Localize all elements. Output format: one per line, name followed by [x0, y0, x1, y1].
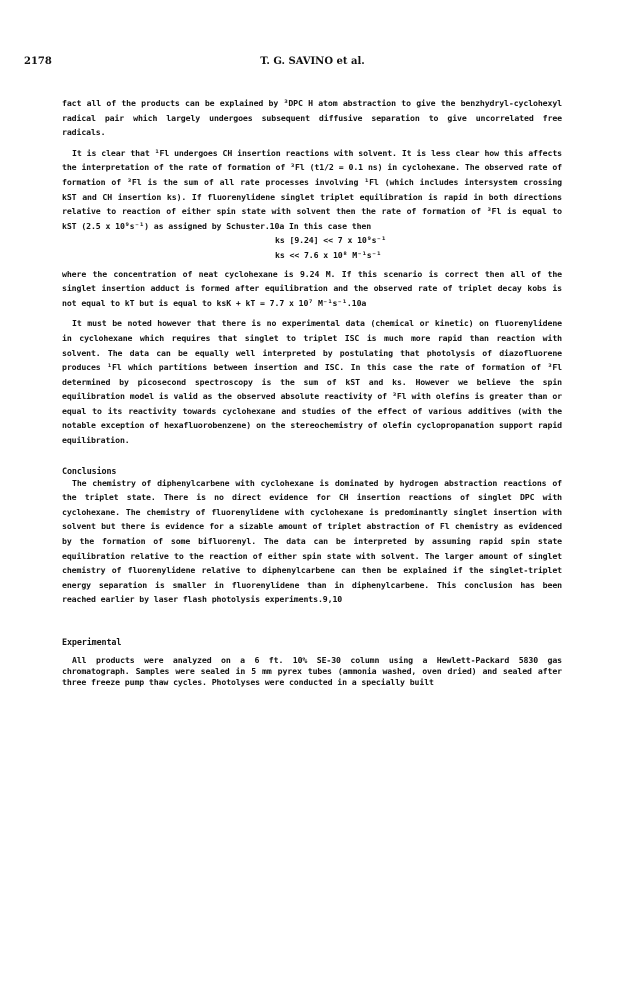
running-header-authors: T. G. SAVINO et al.: [260, 56, 365, 67]
paragraph-2: It is clear that ¹Fl undergoes CH insertion reactions with solvent. It is less clear how this affects the interpretation of the rate of formation of ³Fl (t1/2 = 0.1 ns) in cyclohexane. The observed rate of formation of ³Fl is the sum of all rate processes involving ¹Fl (which includes intersystem crossing kST and CH insertion ks). If fluorenylidene singlet triplet equilibration is rapid in both directions relative to reaction of either spin state with solvent then the rate of formation of ³Fl is equal to kST (2.5 x 10⁹s⁻¹) as assigned by Schuster.10a In this case then: [62, 147, 562, 231]
experimental-heading: Experimental: [62, 637, 122, 647]
paragraph-1: fact all of the products can be explained by ³DPC H atom abstraction to give the benzhydryl-cyclohexyl radical pair which largely undergoes subsequent diffusive separation to give uncorrelated free radicals.: [62, 98, 562, 138]
experimental-paragraph: All products were analyzed on a 6 ft. 10% SE-30 column using a Hewlett-Packard 5830 gas chromatograph. Samples were sealed in 5 mm pyrex tubes (ammonia washed, oven dried) and sealed after three freeze pump thaw cycles. Photolyses were conducted in a specially built: [62, 655, 562, 687]
equation-1: ks [9.24] << 7 x 10⁹s⁻¹: [275, 235, 387, 246]
paragraph-3: where the concentration of neat cyclohexane is 9.24 M. If this scenario is correct then all of the singlet insertion adduct is formed after equilibration and the observed rate of triplet decay kobs is not equal to kT but is equal to ksK + kT = 7.7 x 10⁷ M⁻¹s⁻¹.10a: [62, 268, 562, 308]
conclusions-paragraph: The chemistry of diphenylcarbene with cyclohexane is dominated by hydrogen abstraction reactions of the triplet state. There is no direct evidence for CH insertion reactions of singlet DPC with cyclohexane. The chemistry of fluorenylidene with cyclohexane is predominantly singlet insertion with solvent but there is evidence for a sizable amount of triplet abstraction of Fl chemistry as evidenced by the formation of some bifluorenyl. The data can be interpreted by assuming rapid spin state equilibration relative to the reaction of either spin state with solvent. The larger amount of singlet chemistry of fluorenylidene relative to diphenylcarbene can then be explained if the singlet-triplet energy separation is smaller in fluorenylidene than in diphenylcarbene. This conclusion has been reached earlier by laser flash photolysis experiments.9,10: [62, 477, 562, 605]
page-number: 2178: [24, 56, 52, 67]
conclusions-heading: Conclusions: [62, 465, 117, 476]
paragraph-4: It must be noted however that there is no experimental data (chemical or kinetic) on fluorenylidene in cyclohexane which requires that singlet to triplet ISC is much more rapid than reaction with solvent. The data can be equally well interpreted by postulating that photolysis of diazofluorene produces ¹Fl which partitions between insertion and ISC. In this case the rate of formation of ³Fl determined by picosecond spectroscopy is the sum of kST and ks. However we believe the spin equilibration model is valid as the observed absolute reactivity of ³Fl with olefins is greater than or equal to its reactivity towards cyclohexane and studies of the effect of various additives (with the notable exception of hexafluorobenzene) on the stereochemistry of olefin cyclopropanation support rapid equilibration.: [62, 318, 562, 446]
equation-2: ks << 7.6 x 10⁸ M⁻¹s⁻¹: [275, 249, 382, 260]
main-text: [62, 96, 562, 688]
